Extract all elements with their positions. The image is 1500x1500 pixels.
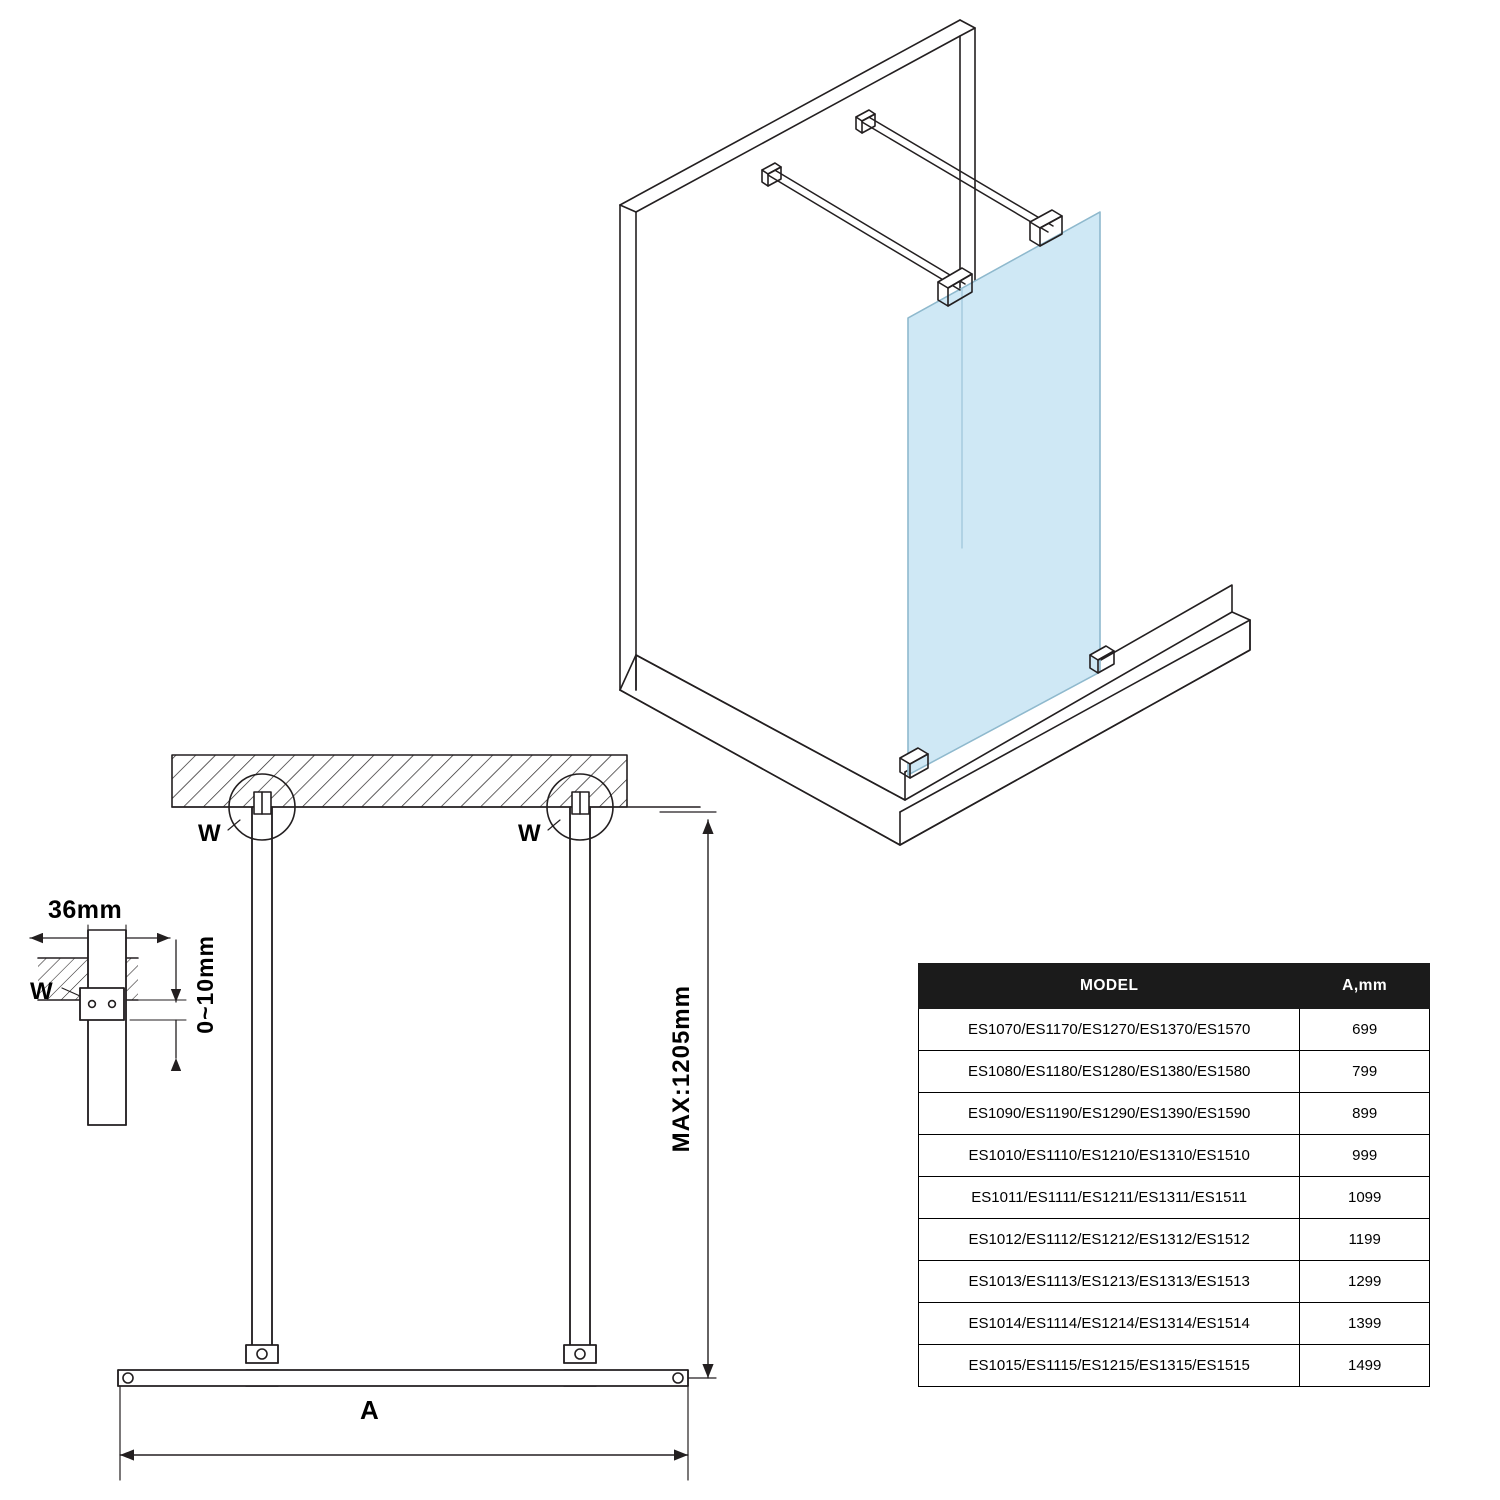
label-w-right: W — [518, 820, 541, 847]
table-row — [919, 1177, 1430, 1219]
label-gap-0-10mm: 0~10mm — [192, 935, 218, 1034]
cell-model: ES1015/ES1115/ES1215/ES1315/ES1515 — [919, 1345, 1300, 1387]
detail-view — [30, 925, 186, 1125]
cell-model: ES1013/ES1113/ES1213/ES1313/ES1513 — [919, 1261, 1300, 1303]
cell-a: 1299 — [1300, 1261, 1430, 1303]
front-elevation — [118, 755, 716, 1480]
label-dimension-a: A — [360, 1395, 379, 1425]
table-row — [919, 1219, 1430, 1261]
cell-a: 1199 — [1300, 1219, 1430, 1261]
table-row — [919, 1009, 1430, 1051]
cell-model: ES1012/ES1112/ES1212/ES1312/ES1512 — [919, 1219, 1300, 1261]
table-row — [919, 1051, 1430, 1093]
cell-model: ES1014/ES1114/ES1214/ES1314/ES1514 — [919, 1303, 1300, 1345]
label-w-left: W — [198, 820, 221, 847]
cell-a: 699 — [1300, 1009, 1430, 1051]
label-w-detail: W — [30, 978, 53, 1005]
cell-model: ES1011/ES1111/ES1211/ES1311/ES1511 — [919, 1177, 1300, 1219]
table-row — [919, 1261, 1430, 1303]
cell-a: 1499 — [1300, 1345, 1430, 1387]
header-a-mm: A,mm — [1300, 964, 1430, 1009]
cell-a: 799 — [1300, 1051, 1430, 1093]
cell-model: ES1070/ES1170/ES1270/ES1370/ES1570 — [919, 1009, 1300, 1051]
table-row — [919, 1345, 1430, 1387]
table-row — [919, 1093, 1430, 1135]
table-row — [919, 1303, 1430, 1345]
cell-a: 1399 — [1300, 1303, 1430, 1345]
cell-model: ES1080/ES1180/ES1280/ES1380/ES1580 — [919, 1051, 1300, 1093]
cell-model: ES1010/ES1110/ES1210/ES1310/ES1510 — [919, 1135, 1300, 1177]
label-max-height: MAX:1205mm — [668, 985, 695, 1153]
header-model: MODEL — [919, 964, 1300, 1009]
cell-a: 899 — [1300, 1093, 1430, 1135]
cell-model: ES1090/ES1190/ES1290/ES1390/ES1590 — [919, 1093, 1300, 1135]
iso-view — [620, 20, 1250, 845]
label-36mm: 36mm — [48, 896, 123, 924]
cell-a: 999 — [1300, 1135, 1430, 1177]
table-row — [919, 1135, 1430, 1177]
cell-a: 1099 — [1300, 1177, 1430, 1219]
table-header-row — [919, 964, 1430, 1009]
model-spec-table — [918, 963, 1430, 1387]
